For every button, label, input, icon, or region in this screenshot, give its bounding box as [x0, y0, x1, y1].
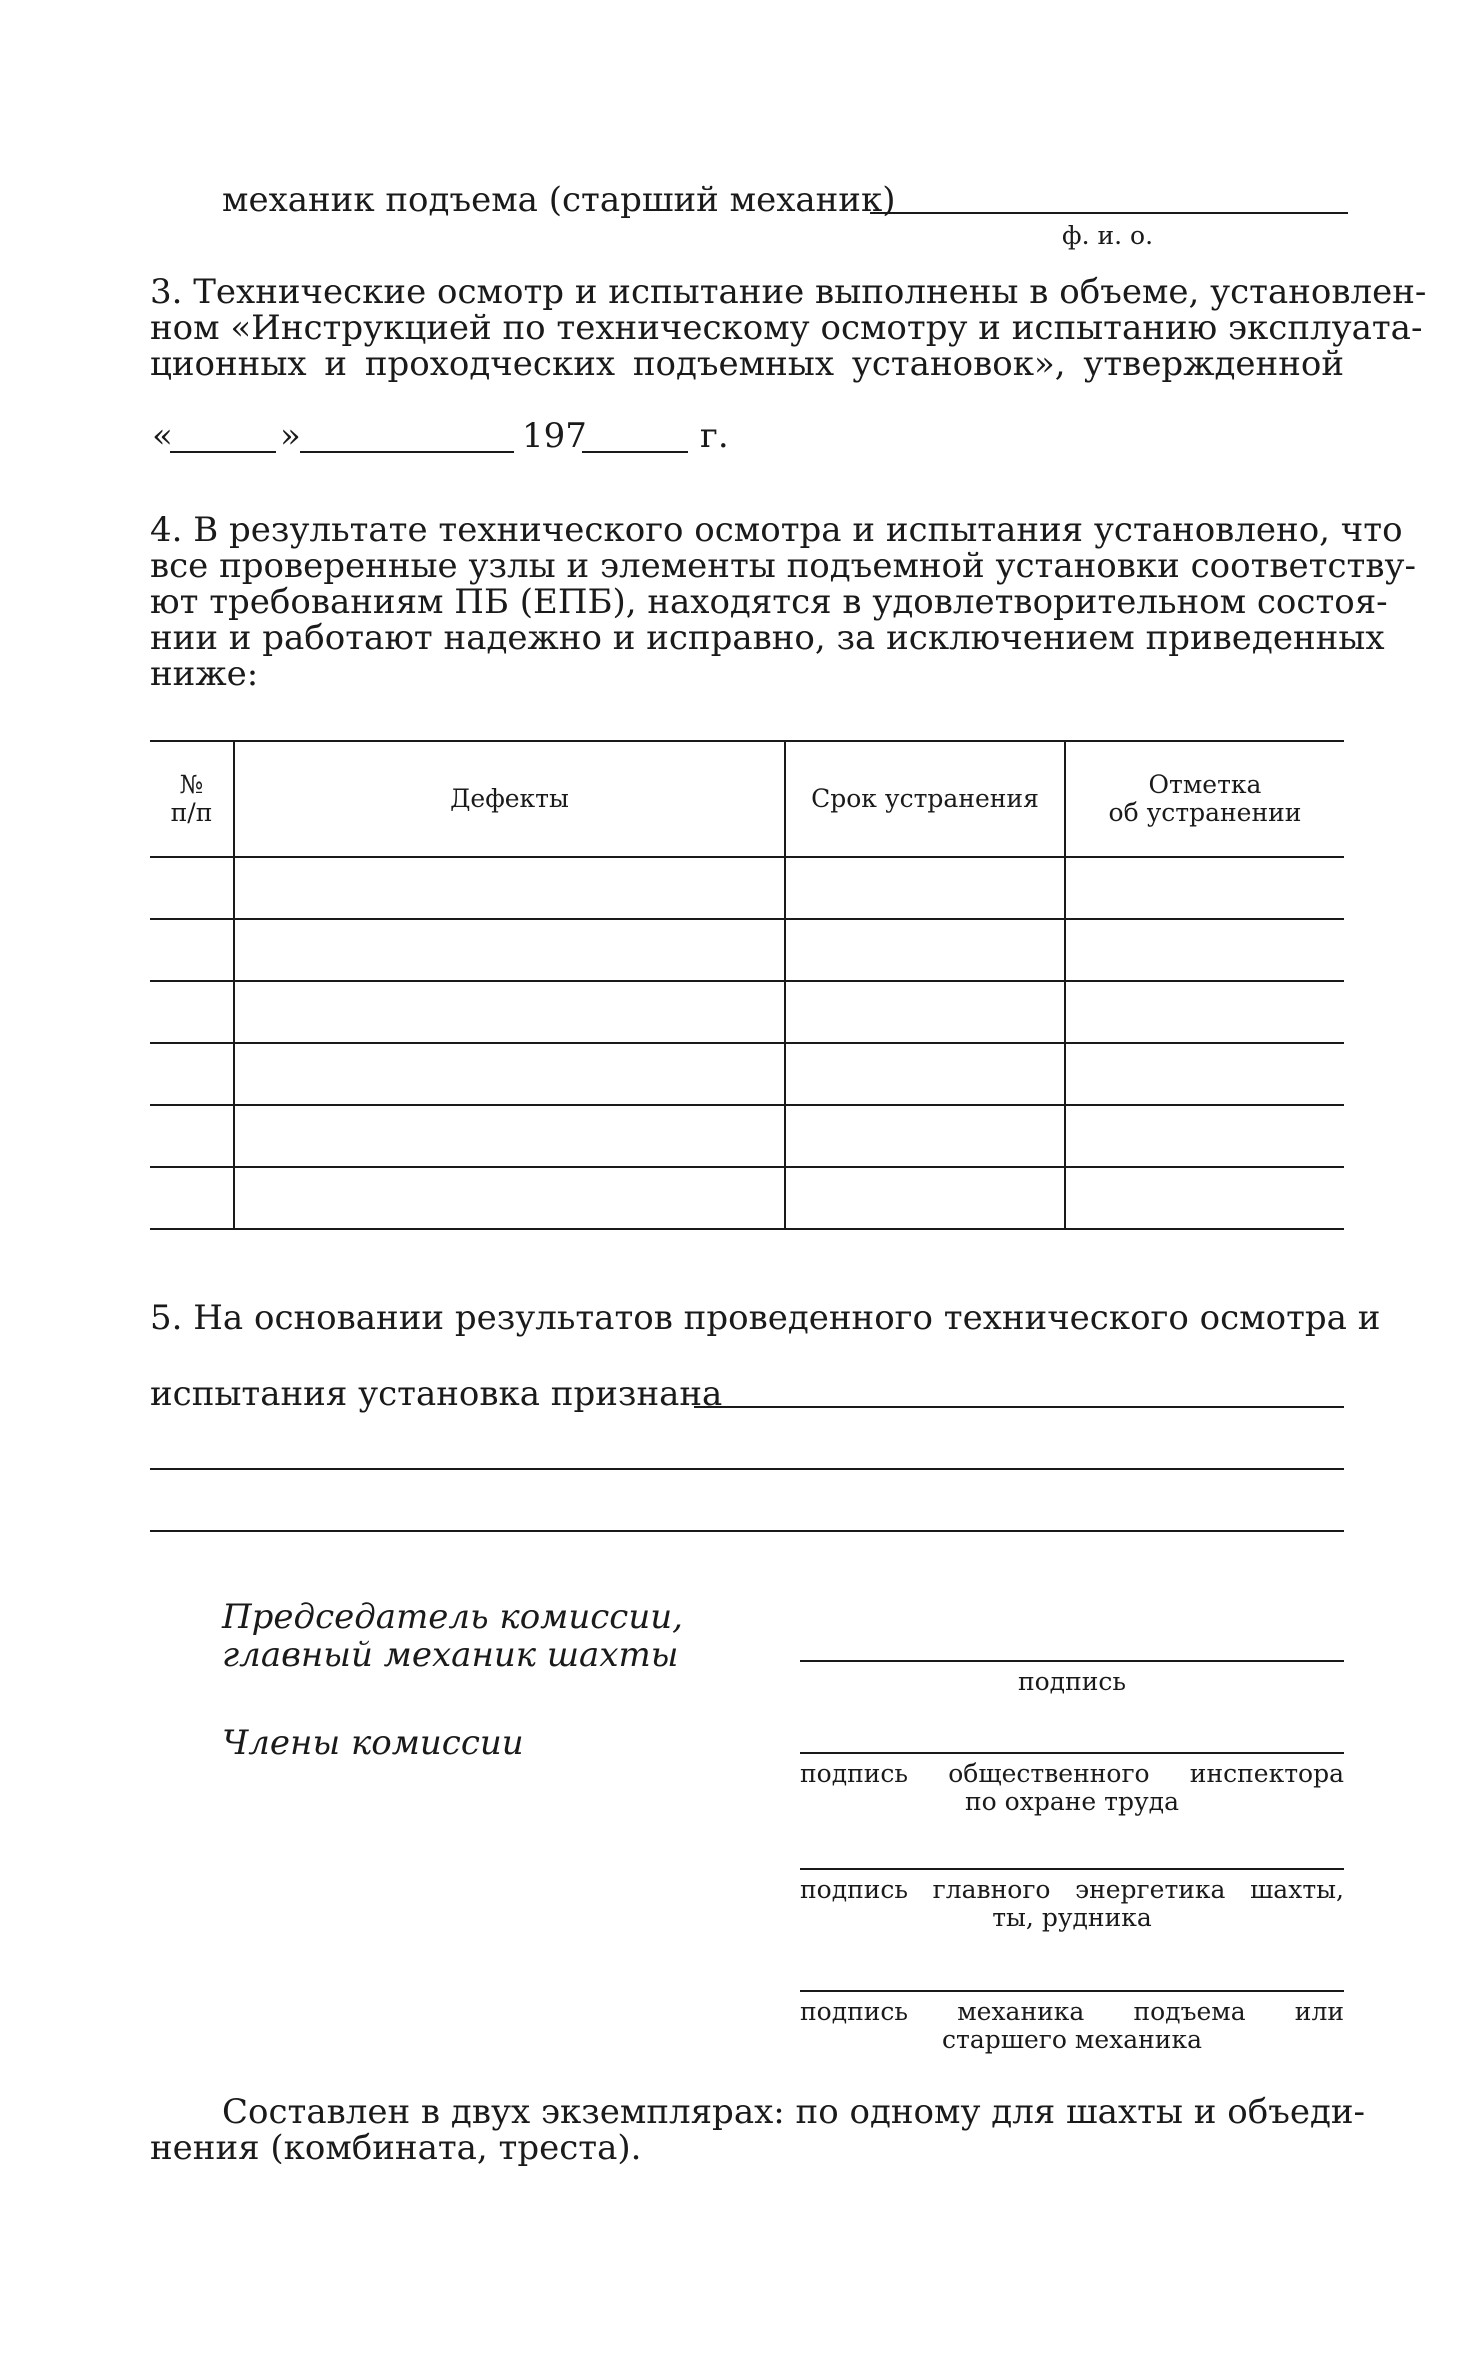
- table-cell[interactable]: [234, 919, 785, 981]
- header-defects: Дефекты: [234, 741, 785, 857]
- table-header-row: [150, 741, 1344, 857]
- table-row: [150, 1043, 1344, 1105]
- table-cell[interactable]: [785, 857, 1065, 919]
- header-number: [150, 741, 234, 857]
- mechanic-caption-line1: подпись механика подъема или: [800, 1997, 1344, 2026]
- table-row: [150, 1105, 1344, 1167]
- table-cell[interactable]: [1065, 1167, 1344, 1229]
- energy-signature-line[interactable]: [800, 1868, 1344, 1870]
- table-cell[interactable]: [150, 919, 234, 981]
- year-blank-line: [582, 451, 688, 453]
- verdict-line-1[interactable]: [694, 1406, 1344, 1408]
- header-number-abbrev: п/п: [170, 798, 213, 827]
- year-suffix: г.: [700, 416, 729, 456]
- table-row: [150, 919, 1344, 981]
- fio-caption: ф. и. о.: [1062, 221, 1154, 250]
- mechanic-fio-line: [870, 212, 1348, 214]
- table-cell[interactable]: [234, 1043, 785, 1105]
- table-cell[interactable]: [1065, 1043, 1344, 1105]
- mechanic-caption-line2: старшего механика: [942, 2025, 1202, 2054]
- table-cell[interactable]: [150, 857, 234, 919]
- section3-line-1: 3. Технические осмотр и испытание выполнены в объеме, установлен-: [150, 272, 1427, 312]
- table-row: [150, 857, 1344, 919]
- header-mark-line2: об устранении: [1108, 798, 1302, 827]
- table-cell[interactable]: [150, 981, 234, 1043]
- table-cell[interactable]: [785, 981, 1065, 1043]
- table-cell[interactable]: [150, 1167, 234, 1229]
- section4-line-2: все проверенные узлы и элементы подъемной установки соответству-: [150, 546, 1416, 586]
- header-deadline: Срок устранения: [785, 741, 1065, 857]
- mechanic-label: механик подъема (старший механик): [222, 180, 896, 220]
- table-cell[interactable]: [150, 1105, 234, 1167]
- table-cell[interactable]: [234, 857, 785, 919]
- chairman-signature-caption: подпись: [1017, 1667, 1127, 1696]
- inspector-signature-line[interactable]: [800, 1752, 1344, 1754]
- table-cell[interactable]: [785, 1105, 1065, 1167]
- table-cell[interactable]: [1065, 1105, 1344, 1167]
- table-cell[interactable]: [785, 919, 1065, 981]
- open-quote: «: [152, 416, 173, 456]
- table-cell[interactable]: [1065, 981, 1344, 1043]
- section3-line-3: ционных и проходческих подъемных установок», утвержденной: [150, 344, 1344, 384]
- defects-table: [150, 740, 1344, 1230]
- table-row: [150, 1167, 1344, 1229]
- inspector-caption-line2: по охране труда: [965, 1787, 1179, 1816]
- section4-line-4: нии и работают надежно и исправно, за исключением приведенных: [150, 618, 1385, 658]
- header-number-symbol: №: [179, 770, 204, 799]
- chairman-signature-line[interactable]: [800, 1660, 1344, 1662]
- table-row: [150, 981, 1344, 1043]
- header-mark: [1065, 741, 1344, 857]
- table-cell[interactable]: [234, 1105, 785, 1167]
- chairman-label-line1: Председатель комиссии,: [222, 1597, 683, 1637]
- verdict-line-2[interactable]: [150, 1468, 1344, 1470]
- section3-line-2: ном «Инструкцией по техническому осмотру и испытанию эксплуата-: [150, 308, 1423, 348]
- members-label: Члены комиссии: [222, 1723, 524, 1763]
- energy-caption-line1: подпись главного энергетика шахты,: [800, 1875, 1344, 1904]
- chairman-label-line2: главный механик шахты: [222, 1635, 679, 1675]
- table-cell[interactable]: [150, 1043, 234, 1105]
- footer-line-1: Составлен в двух экземплярах: по одному для шахты и объеди-: [222, 2092, 1366, 2132]
- month-blank-line: [300, 451, 514, 453]
- energy-caption-line2: ты, рудника: [992, 1903, 1152, 1932]
- section4-line-1: 4. В результате технического осмотра и испытания установлено, что: [150, 510, 1403, 550]
- table-cell[interactable]: [785, 1043, 1065, 1105]
- section4-line-3: ют требованиям ПБ (ЕПБ), находятся в удовлетворительном состоя-: [150, 582, 1388, 622]
- section5-line-2: испытания установка признана: [150, 1374, 723, 1414]
- verdict-line-3[interactable]: [150, 1530, 1344, 1532]
- footer-line-2: нения (комбината, треста).: [150, 2128, 642, 2168]
- table-cell[interactable]: [785, 1167, 1065, 1229]
- section4-line-5: ниже:: [150, 654, 259, 694]
- section5-line-1: 5. На основании результатов проведенного технического осмотра и: [150, 1298, 1381, 1338]
- inspector-caption-line1: подпись общественного инспектора: [800, 1759, 1344, 1788]
- header-mark-line1: Отметка: [1148, 770, 1262, 799]
- day-blank-line: [170, 451, 276, 453]
- table-cell[interactable]: [1065, 919, 1344, 981]
- close-quote: »: [280, 416, 301, 456]
- table-cell[interactable]: [234, 981, 785, 1043]
- year-prefix: 197: [522, 416, 587, 456]
- mechanic-signature-line[interactable]: [800, 1990, 1344, 1992]
- table-cell[interactable]: [1065, 857, 1344, 919]
- table-cell[interactable]: [234, 1167, 785, 1229]
